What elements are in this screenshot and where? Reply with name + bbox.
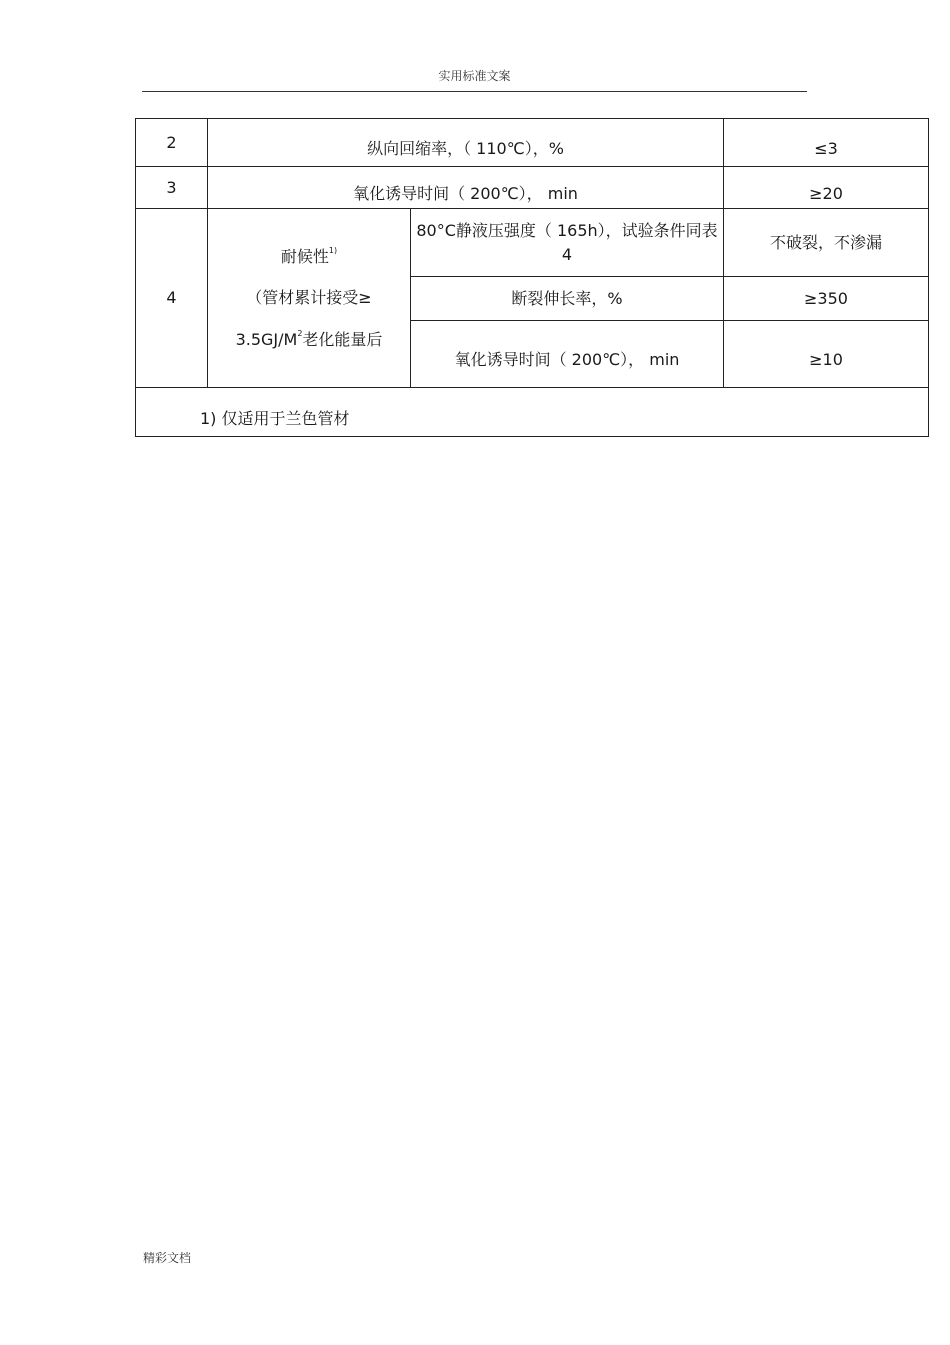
table-footnote: 1) 仅适用于兰色管材	[136, 388, 929, 437]
category-line-2: （管材累计接受≥	[246, 288, 372, 308]
row-item: 断裂伸长率，%	[411, 277, 724, 321]
row-number: 3	[136, 167, 208, 209]
table-row	[136, 167, 929, 209]
row-value: ≤3	[724, 119, 929, 167]
page-footer-text: 精彩文档	[143, 1251, 192, 1265]
table-row	[136, 388, 929, 437]
row-value: 不破裂，不渗漏	[724, 209, 929, 277]
category-line-1: 耐候性$^{1)}$	[280, 245, 338, 266]
superscript: 2	[297, 328, 303, 338]
row-item: 纵向回缩率，（ 110℃），%	[208, 119, 724, 167]
row-value: ≥10	[724, 321, 929, 388]
row-number: 4	[136, 209, 208, 388]
row-value: ≥20	[724, 167, 929, 209]
weathering-category	[208, 209, 411, 388]
row-item: 80°C静液压强度（ 165h），试验条件同表 4	[411, 209, 724, 277]
page-header-title: 实用标准文案	[438, 69, 511, 83]
spec-table	[135, 118, 929, 437]
table-row	[136, 209, 929, 277]
header-rule	[142, 91, 807, 92]
category-line-3: $3.5GJ/M^2$老化能量后	[235, 328, 383, 349]
row-item: 氧化诱导时间（ 200℃）， min	[411, 321, 724, 388]
row-item: 氧化诱导时间（ 200℃）， min	[208, 167, 724, 209]
table-row	[136, 119, 929, 167]
row-value: ≥350	[724, 277, 929, 321]
row-number: 2	[136, 119, 208, 167]
footnote-mark: 1)	[328, 245, 338, 255]
